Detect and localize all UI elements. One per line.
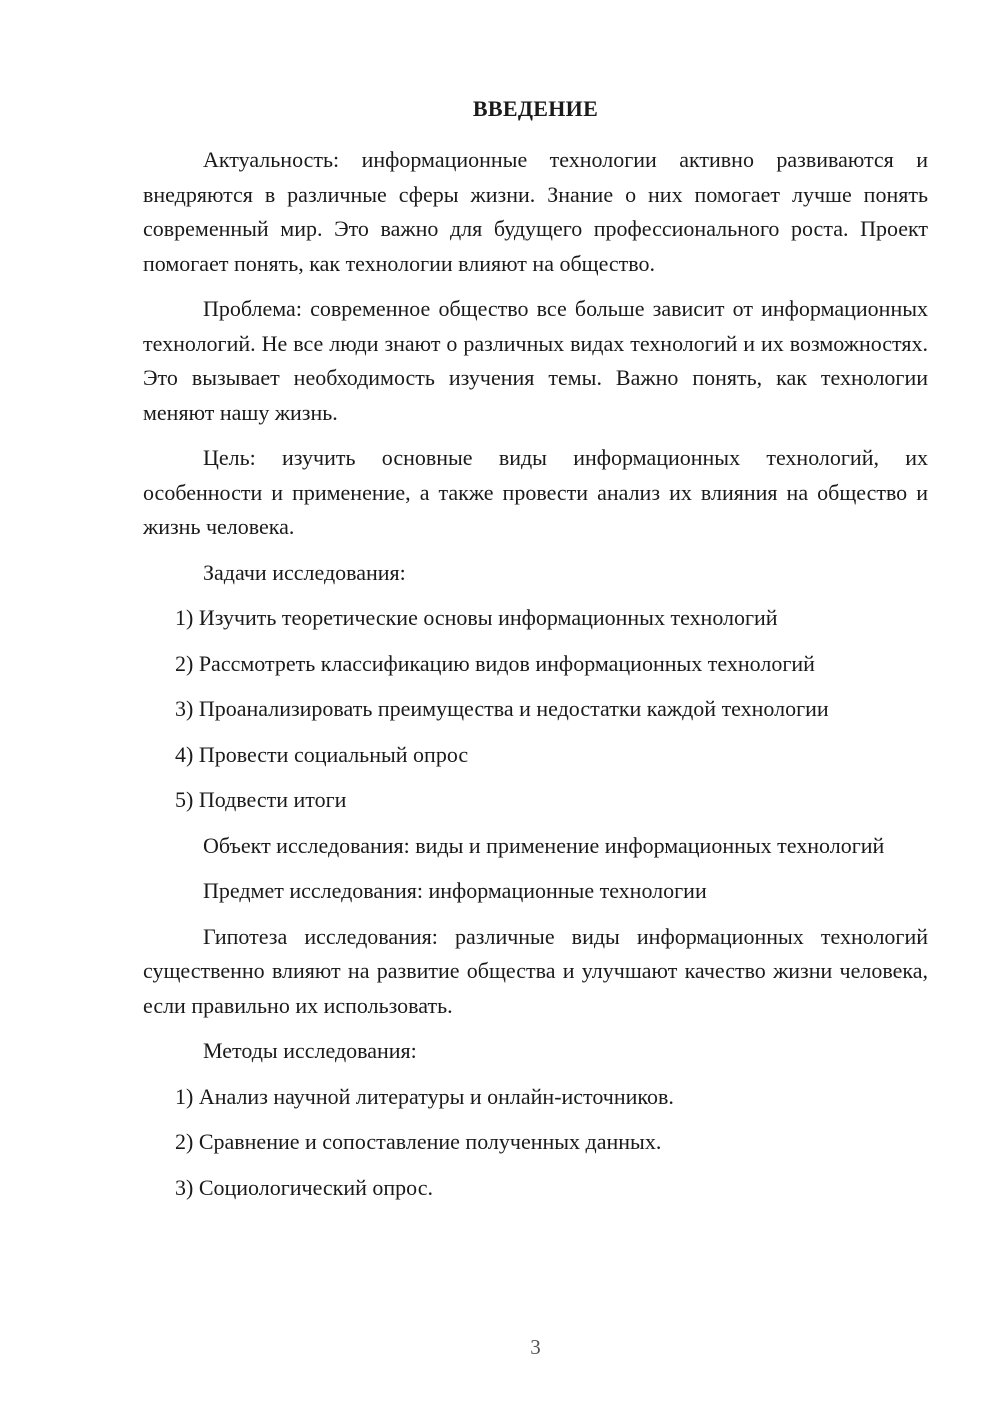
document-body — [143, 143, 928, 1216]
hypothesis-paragraph: Гипотеза исследования: различные виды информационных технологий существенно влияют на развитие общества и улучшают качество жизни человека, если правильно их использовать. — [143, 923, 928, 1018]
methods-heading: Методы исследования: — [203, 1038, 417, 1063]
task-item-5: 5) Подвести итоги — [175, 787, 347, 812]
subject-paragraph: Предмет исследования: информационные технологии — [203, 878, 707, 903]
goal-paragraph: Цель: изучить основные виды информационных технологий, их особенности и применение, а также провести анализ их влияния на общество и жизнь человека. — [143, 445, 928, 539]
task-item-1: 1) Изучить теоретические основы информационных технологий — [175, 605, 778, 630]
problem-paragraph: Проблема: современное общество все больше зависит от информационных технологий. Не все люди знают о различных видах технологий и их возможностях. Это вызывает необходимость изучения темы. Важно понять, как технологии меняют нашу жизнь. — [143, 296, 928, 425]
document-page — [143, 0, 928, 1414]
task-item-3: 3) Проанализировать преимущества и недостатки каждой технологии — [175, 696, 829, 721]
task-item-4: 4) Провести социальный опрос — [175, 741, 469, 767]
method-item-2: 2) Сравнение и сопоставление полученных данных. — [175, 1129, 662, 1154]
method-item-3: 3) Социологический опрос. — [175, 1174, 433, 1200]
relevance-paragraph: Актуальность: информационные технологии активно развиваются и внедряются в различные сферы жизни. Знание о них помогает лучше понять современный мир. Это важно для будущего профессионального роста. Проект помогает понять, как технологии влияют на общество. — [143, 147, 928, 276]
method-item-1: 1) Анализ научной литературы и онлайн-источников. — [175, 1083, 674, 1109]
page-number: 3 — [530, 1335, 541, 1359]
task-item-2: 2) Рассмотреть классификацию видов информационных технологий — [175, 650, 815, 676]
page-title: ВВЕДЕНИЕ — [472, 96, 599, 121]
object-paragraph: Объект исследования: виды и применение информационных технологий — [203, 832, 885, 858]
tasks-heading: Задачи исследования: — [203, 559, 406, 585]
